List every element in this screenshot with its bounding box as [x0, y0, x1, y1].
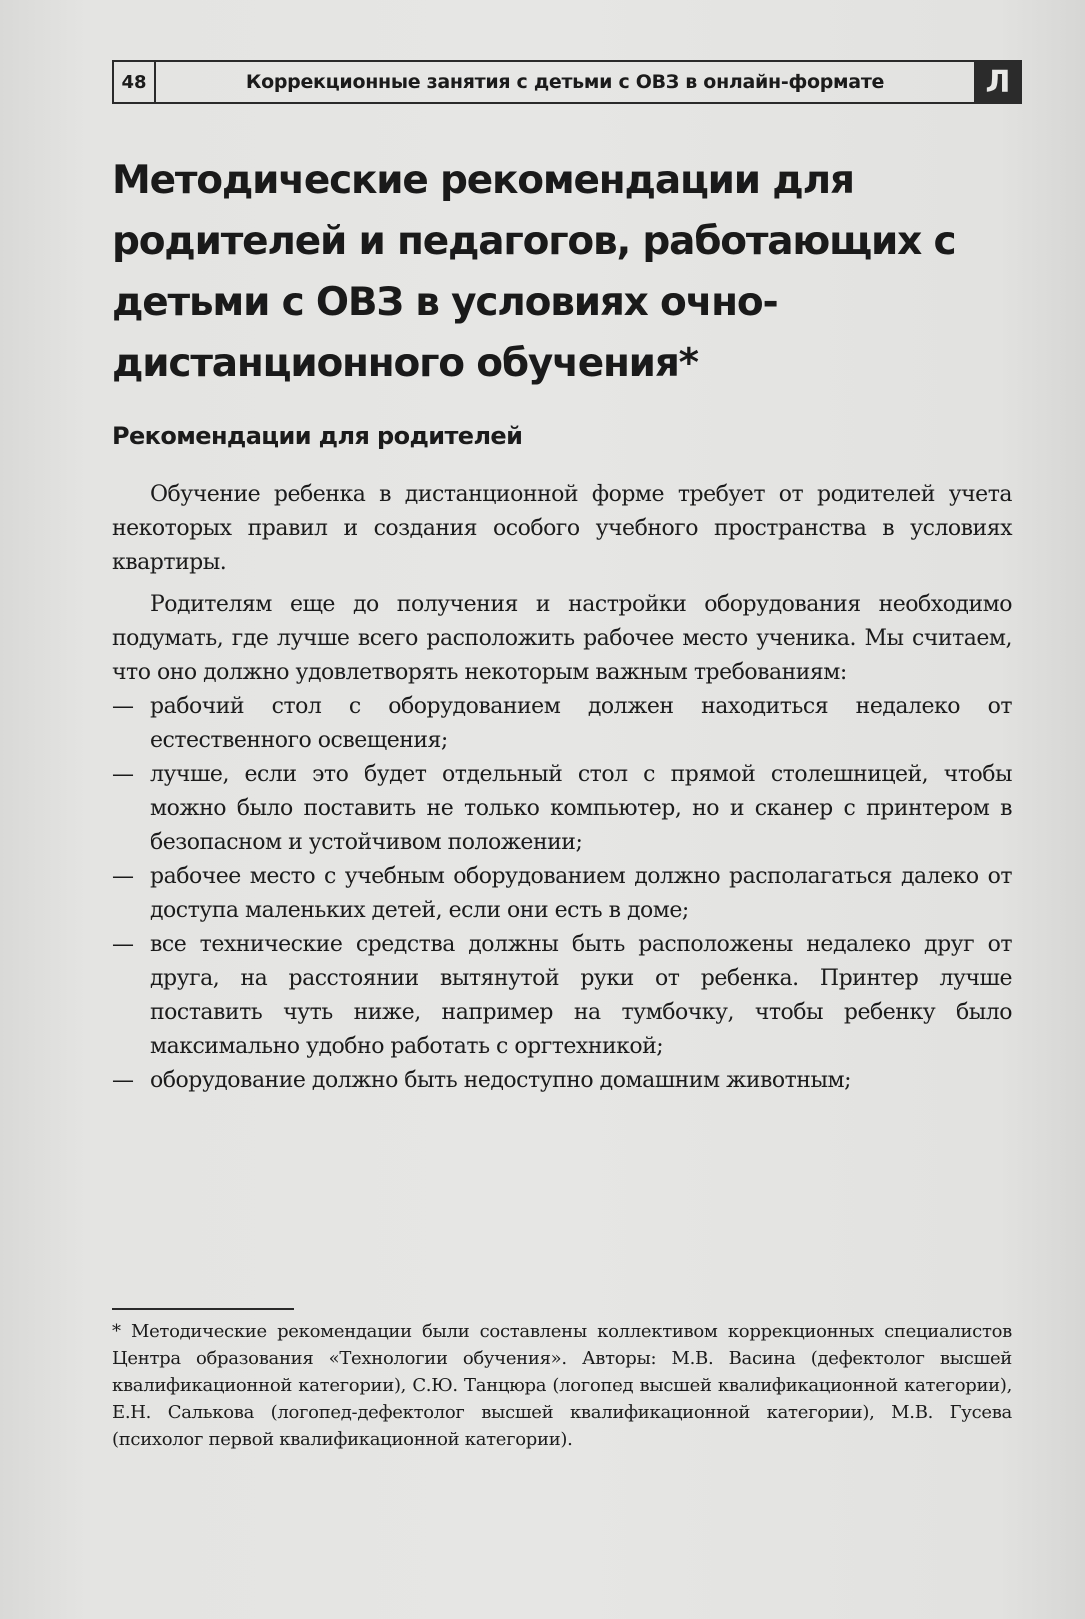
list-dash: — — [112, 694, 134, 719]
body-text — [112, 478, 1012, 1098]
page-content — [112, 150, 1012, 1098]
list-item — [112, 928, 1012, 1064]
list-item-text: рабочее место с учебным оборудованием должно располагаться далеко от доступа маленьких детей, если они есть в доме; — [150, 864, 1012, 923]
publisher-logo-icon: Л — [974, 60, 1022, 104]
list-item — [112, 758, 1012, 860]
list-item-text: лучше, если это будет отдельный стол с прямой столешницей, чтобы можно было поставить не только компьютер, но и сканер с принтером в безопасном и устойчивом положении; — [150, 762, 1012, 855]
footnote-divider — [112, 1308, 294, 1310]
page-header — [112, 60, 1022, 106]
list-dash: — — [112, 762, 134, 787]
list-dash: — — [112, 1068, 134, 1093]
paragraph: Родителям еще до получения и настройки оборудования необходимо подумать, где лучше всего расположить рабочее место ученика. Мы считаем, что оно должно удовлетворять некоторым важным требованиям: — [112, 592, 1012, 685]
requirements-list — [112, 690, 1012, 1098]
page-number: 48 — [112, 60, 156, 104]
list-item-text: все технические средства должны быть расположены недалеко друг от друга, на расстоянии вытянутой руки от ребенка. Принтер лучше поставить чуть ниже, например на тумбочку, чтобы ребенку было максимально удобно работать с оргтехникой; — [150, 932, 1012, 1059]
paragraph: Обучение ребенка в дистанционной форме требует от родителей учета некоторых правил и создания особого учебного пространства в условиях квартиры. — [112, 482, 1012, 575]
footnote-text: * Методические рекомендации были составлены коллективом коррекционных специалистов Центра образования «Технологии обучения». Авторы: М.В. Васина (дефектолог высшей квалификационной категории), С.Ю. Танцюра (логопед высшей квалификационной категории), Е.Н. Салькова (логопед-дефектолог высшей квалификационной категории), М.В. Гусева (психолог первой квалификационной категории). — [112, 1321, 1012, 1450]
list-item-text: оборудование должно быть недоступно домашним животным; — [150, 1068, 851, 1093]
list-dash: — — [112, 864, 134, 889]
footnote — [112, 1318, 1012, 1453]
list-item — [112, 860, 1012, 928]
running-title: Коррекционные занятия с детьми с ОВЗ в онлайн-формате — [156, 60, 974, 104]
section-heading: Рекомендации для родителей — [112, 422, 523, 450]
list-dash: — — [112, 932, 134, 957]
list-item — [112, 690, 1012, 758]
chapter-title: Методические рекомендации для родителей и педагогов, работающих с детьми с ОВЗ в условиях очно-дистанционного обучения* — [112, 158, 956, 386]
list-item-text: рабочий стол с оборудованием должен находиться недалеко от естественного освещения; — [150, 694, 1012, 753]
list-item — [112, 1064, 1012, 1098]
